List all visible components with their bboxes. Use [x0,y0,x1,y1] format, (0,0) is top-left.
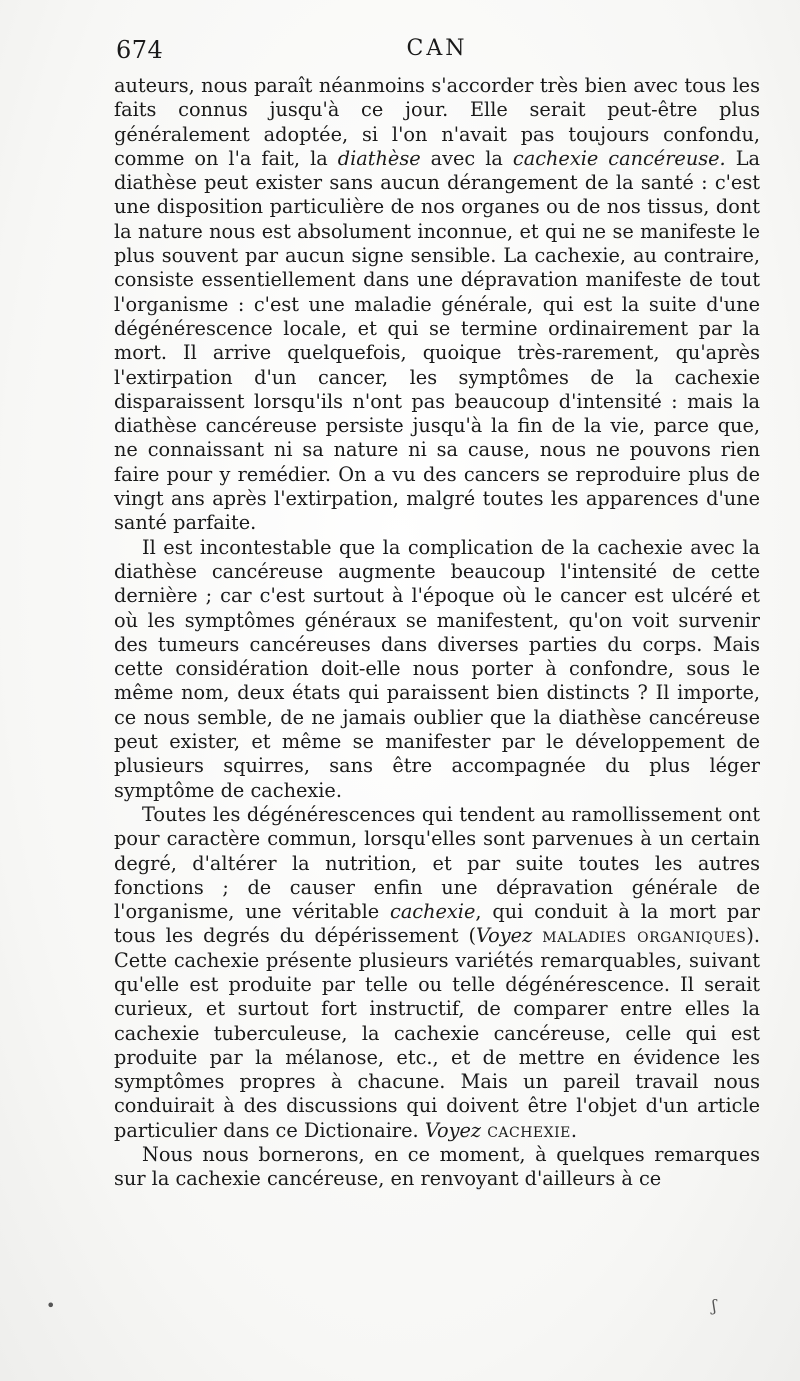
text-run [532,924,542,947]
text-run: La diathèse peut exister sans aucun dérangement de la santé : c'est une disposition particulière de nos organes ou de nos tissus, dont la nature nous est absolument inconnue, et qui ne se manifeste le plus souvent par aucun signe sensible. La cachexie, au contraire, consiste essentiellement dans une dépravation manifeste de tout l'organisme : c'est une maladie générale, qui est la suite d'une dégénérescence locale, et qui se termine ordinairement par la mort. Il arrive quelquefois, quoique très-rarement, qu'après l'extirpation d'un cancer, les symptômes de la cachexie disparaissent lorsqu'ils n'ont pas beaucoup d'intensité : mais la diathèse cancéreuse persiste jusqu'à la fin de la vie, parce que, ne connaissant ni sa nature ni sa cause, nous ne pouvons rien faire pour y remédier. On a vu des cancers se reproduire plus de vingt ans après l'extirpation, malgré toutes les apparences d'une santé parfaite. [114,146,760,535]
paragraph-4 [114,1143,760,1192]
text-run: , qui conduit à la mort par tous les degrés du dépérissement ( [114,900,760,948]
ink-speck: • [46,1296,56,1315]
italic-text: diathèse [337,146,421,170]
italic-text: Voyez [476,924,533,948]
paragraph-3 [114,803,760,1143]
italic-text: cachexie cancéreuse. [512,146,726,170]
paragraph-2 [114,536,760,803]
text-run: Il est incontestable que la complication de la cachexie avec la diathèse cancéreuse augmente beaucoup l'intensité de cette dernière ; car c'est surtout à l'époque où le cancer est ulcéré et où les symptômes généraux se manifestent, qu'on voit survenir des tumeurs cancéreuses dans diverses parties du corps. Mais cette considération doit-elle nous porter à confondre, sous le même nom, deux états qui paraissent bien distincts ? Il importe, ce nous semble, de ne jamais oublier que la diathèse cancéreuse peut exister, et même se manifester par le développement de plusieurs squirres, sans être accompagnée du plus léger symptôme de cachexie. [114,535,760,802]
small-caps-text: maladies organiques [542,924,747,948]
italic-text: cachexie [390,900,476,924]
text-run: ). Cette cachexie présente plusieurs variétés remarquables, suivant qu'elle est produite par telle ou telle dégénérescence. Il serait curieux, et surtout fort instructif, de comparer entre elles la cachexie tuberculeuse, la cachexie cancéreuse, celle qui est produite par la mélanose, etc., et de mettre en évidence les symptômes propres à chacune. Mais un pareil travail nous conduirait à des discussions qui doivent être l'objet d'un article particulier dans ce Dictionaire. [114,924,760,1142]
small-caps-text: cachexie [487,1118,571,1142]
page-header [114,36,760,68]
paragraph-1 [114,74,760,536]
italic-text: Voyez [424,1118,482,1142]
running-head: CAN [406,36,468,61]
ink-speck: ʃ [712,1296,717,1315]
text-run: Nous nous bornerons, en ce moment, à quelques remarques sur la cachexie cancéreuse, en renvoyant d'ailleurs à ce [114,1143,760,1191]
text-run: . [570,1118,578,1142]
text-run: avec la [420,146,513,170]
text-run: auteurs, nous paraît néanmoins s'accorder très bien avec tous les faits connus jusqu'à ce jour. Elle serait peut-être plus généralement adoptée, si l'on n'avait pas toujours confondu, comme on l'a fait, la [114,74,760,170]
page-number: 674 [116,36,164,64]
text-run: Toutes les dégénérescences qui tendent au ramollissement ont pour caractère commun, lorsqu'elles sont parvenues à un certain degré, d'altérer la nutrition, et par suite toutes les autres fonctions ; de causer enfin une dépravation générale de l'organisme, une véritable [114,802,760,924]
body-text [114,74,760,1192]
